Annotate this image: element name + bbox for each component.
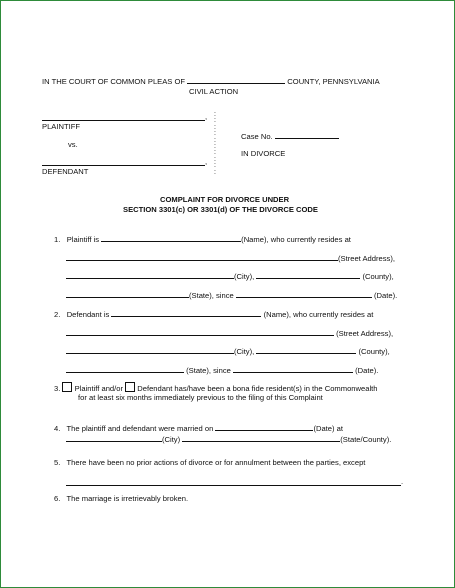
court-prefix: IN THE COURT OF COMMON PLEAS OF — [42, 77, 186, 86]
defendant-blank[interactable] — [42, 165, 205, 166]
item-3-defendant-text: Defendant has/have been a bona fide resident(s) in the Commonwealth — [137, 384, 378, 393]
marriage-state-county-blank[interactable] — [182, 433, 340, 442]
item-1-street-label: (Street Address), — [338, 254, 395, 263]
plaintiff-checkbox[interactable] — [62, 382, 72, 392]
item-4-date-label: (Date) at — [313, 424, 343, 433]
caption-comma-2: , — [205, 157, 208, 166]
item-6-text: The marriage is irretrievably broken. — [66, 494, 189, 503]
plaintiff-name-blank[interactable] — [101, 233, 241, 242]
caption-comma: , — [205, 112, 208, 121]
item-1-county-label: (County), — [362, 272, 394, 281]
item-4-city-label: (City) — [162, 435, 181, 444]
defendant-checkbox[interactable] — [125, 382, 135, 392]
prior-actions-blank[interactable] — [66, 485, 401, 486]
item-3-line-2: for at least six months immediately previous to the filing of this Complaint — [78, 393, 323, 402]
complaint-title: COMPLAINT FOR DIVORCE UNDER — [160, 195, 290, 204]
item-5-number: 5. — [54, 458, 61, 467]
case-no-blank[interactable] — [275, 130, 339, 139]
defendant-label: DEFENDANT — [42, 167, 89, 176]
court-suffix: COUNTY, PENNSYLVANIA — [287, 77, 380, 86]
civil-action: CIVIL ACTION — [189, 87, 239, 96]
item-4-line-2 — [66, 433, 391, 445]
item-2-text-a: Defendant is — [66, 310, 110, 319]
defendant-name-blank[interactable] — [111, 308, 261, 317]
item-2-date-label: (Date). — [355, 366, 379, 375]
item-4-number: 4. — [54, 424, 61, 433]
defendant-since-blank[interactable] — [233, 364, 353, 373]
complaint-subtitle: SECTION 3301(c) OR 3301(d) OF THE DIVORCE CODE — [123, 205, 318, 214]
plaintiff-blank[interactable] — [42, 120, 205, 121]
item-2-number: 2. — [54, 310, 61, 319]
court-heading — [42, 75, 380, 87]
item-5-period: . — [401, 477, 404, 486]
item-1-city-label: (City), — [234, 272, 255, 281]
marriage-city-blank[interactable] — [66, 433, 162, 442]
item-2-state-label: (State), since — [186, 366, 231, 375]
defendant-street-blank[interactable] — [66, 327, 334, 336]
item-1-line-3 — [66, 270, 394, 282]
item-1-line-1 — [54, 233, 351, 245]
item-1-text-a: Plaintiff is — [66, 235, 100, 244]
item-5-text: There have been no prior actions of divorce or for annulment between the parties, except — [66, 458, 366, 467]
item-2-line-4 — [66, 364, 378, 376]
item-3-plaintiff-text: Plaintiff and/or — [74, 384, 124, 393]
item-2-text-b: (Name), who currently resides at — [263, 310, 374, 319]
vs-label: vs. — [68, 140, 78, 149]
defendant-county-blank[interactable] — [256, 345, 356, 354]
in-divorce-label: IN DIVORCE — [241, 149, 286, 158]
item-2-line-3 — [66, 345, 390, 357]
item-5-line-1 — [54, 458, 365, 468]
marriage-date-blank[interactable] — [215, 422, 313, 431]
item-2-line-2 — [66, 327, 393, 339]
plaintiff-since-blank[interactable] — [236, 289, 372, 298]
item-2-city-label: (City), — [234, 347, 255, 356]
item-2-street-label: (Street Address), — [336, 329, 394, 338]
county-blank[interactable] — [187, 75, 285, 84]
item-1-state-label: (State), since — [189, 291, 234, 300]
caption-divider: : : : : : : : : : : — [214, 111, 216, 176]
item-1-number: 1. — [54, 235, 61, 244]
plaintiff-label: PLAINTIFF — [42, 122, 80, 131]
item-1-text-b: (Name), who currently resides at — [241, 235, 351, 244]
defendant-city-blank[interactable] — [66, 345, 234, 354]
item-2-line-1 — [54, 308, 373, 320]
item-6-line-1 — [54, 494, 188, 504]
case-no-label: Case No. — [241, 132, 273, 141]
item-2-county-label: (County), — [358, 347, 390, 356]
item-4-state-county-label: (State/County). — [340, 435, 392, 444]
plaintiff-county-blank[interactable] — [256, 270, 360, 279]
plaintiff-city-blank[interactable] — [66, 270, 234, 279]
item-3-number: 3. — [54, 384, 61, 393]
plaintiff-street-blank[interactable] — [66, 252, 338, 261]
item-6-number: 6. — [54, 494, 61, 503]
item-1-line-2 — [66, 252, 395, 264]
plaintiff-state-blank[interactable] — [66, 289, 189, 298]
defendant-state-blank[interactable] — [66, 364, 184, 373]
item-4-text-a: The plaintiff and defendant were married on — [66, 424, 214, 433]
item-1-line-4 — [66, 289, 397, 301]
case-number — [241, 130, 339, 142]
item-1-date-label: (Date). — [374, 291, 398, 300]
